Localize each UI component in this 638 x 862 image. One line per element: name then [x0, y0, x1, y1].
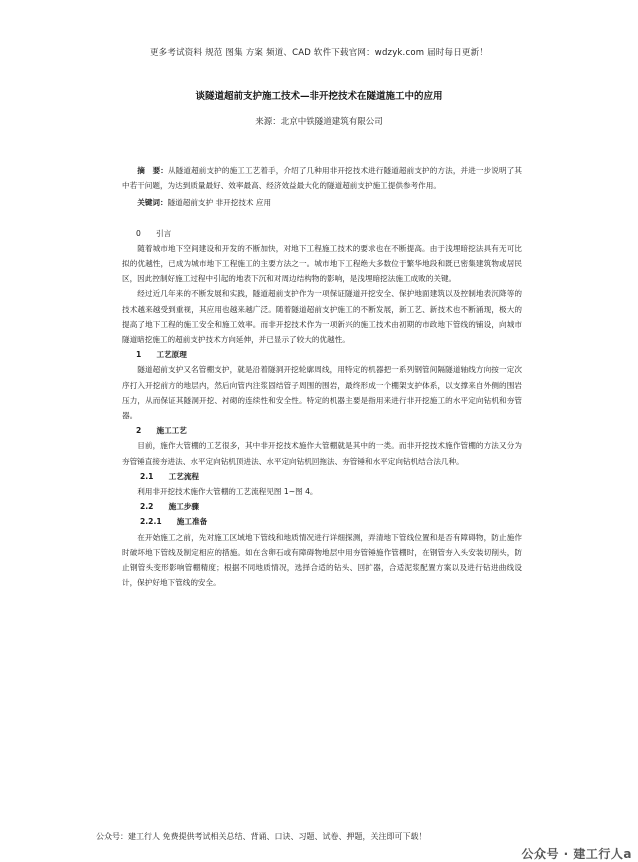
paragraph: 利用非开挖技术施作大管棚的工艺流程见图 1~图 4。	[137, 487, 318, 497]
abstract-text: 从隧道超前支护的施工工艺着手，介绍了几种用非开挖技术进行隧道超前支护的方法，并进一步说明了其中若干问题，为达到质量最好、效率最高、经济效益最大化的隧道超前支护施工提供参考作用。	[122, 166, 522, 191]
article-body	[122, 163, 522, 590]
footer-note: 公众号：建工行人 免费提供考试相关总结、背诵、口诀、习题、试卷、押题，关注即可下载！	[96, 832, 427, 841]
paragraph: 随着城市地下空间建设和开发的不断加快，对地下工程施工技术的要求也在不断提高。由于浅埋暗挖法具有无可比拟的优越性，已成为城市地下工程施工的主要方法之一。城市地下工程绝大多数位于繁华地段和既已密集建筑物或居民区，因此控制好施工过程中引起的地表下沉和对周边结构物的影响，是浅埋暗挖法施工成败的关键。	[122, 243, 522, 284]
paragraph: 经过近几年来的不断发展和实践，隧道超前支护作为一项保证隧道开挖安全、保护地面建筑以及控制地表沉降等的技术越来越受到重视，其应用也越来越广泛。随着隧道超前支护施工的不断发展，新工艺、新技术也不断涌现，极大的提高了地下工程的施工安全和施工效率。而非开挖技术作为一项新兴的施工技术由初期的市政地下管线的铺设，向城市隧道暗挖施工的超前支护技术方向延伸，并已显示了较大的优越性。	[122, 289, 522, 345]
section-heading-2-1: 2.1 工艺流程	[140, 471, 200, 481]
section-heading-2-2-1: 2.2.1 施工准备	[140, 517, 208, 527]
section-heading-2: 2 施工工艺	[136, 426, 187, 436]
section-heading-2-2: 2.2 施工步骤	[140, 502, 200, 512]
header-note: 更多考试资料 规范 图集 方案 频道、CAD 软件下载官网：wdzyk.com 届时每日更新！	[149, 48, 489, 58]
watermark: 公众号 · 建工行人a	[521, 847, 632, 861]
paragraph: 在开始施工之前，先对施工区域地下管线和地质情况进行详细探测，弄清地下管线位置和是否有障碍物，防止施作时破坏地下管线及制定相应的措施。如在含卵石或有障碍物地层中用夯管锤施作管棚时，在钢管夯入头安装切削头，防止钢管头变形影响管棚精度；根据不同地质情况，选择合适的钻头、回扩器，合适泥浆配置方案以及进行钻进曲线设计，保护好地下管线的安全。	[122, 532, 522, 588]
section-heading-intro: 0 引言	[136, 228, 172, 238]
abstract	[122, 163, 522, 193]
article-title: 谈隧道超前支护施工技术—非开挖技术在隧道施工中的应用	[195, 91, 443, 102]
section-heading-1: 1 工艺原理	[136, 350, 187, 360]
keywords-text: 隧道超前支护 非开挖技术 应用	[167, 198, 272, 208]
paragraph: 目前，施作大管棚的工艺很多，其中非开挖技术施作大管棚就是其中的一类。而非开挖技术施作管棚的方法又分为夯管锤直接夯进法、水平定向钻机顶进法、水平定向钻机回拖法、夯管锤和水平定向钻机结合法几种。	[122, 441, 522, 466]
article-source: 来源：北京中铁隧道建筑有限公司	[255, 117, 383, 127]
abstract-label: 摘 要：	[137, 166, 168, 175]
paragraph: 隧道超前支护又名管棚支护，就是沿着隧洞开挖轮廓周线，用特定的机器把一系列钢管间隔隧道轴线方向按一定次序打入开挖前方的地层内，然后向管内注浆固结管子周围的围岩，最终形成一个棚架支护体系，以支撑来自外侧的围岩压力，从而保证其隧洞开挖、衬砌的连续性和安全性。特定的机器主要是指用来进行非开挖施工的水平定向钻机和夯管器。	[122, 365, 522, 421]
keywords	[122, 195, 522, 210]
keywords-label: 关键词：	[137, 198, 168, 208]
